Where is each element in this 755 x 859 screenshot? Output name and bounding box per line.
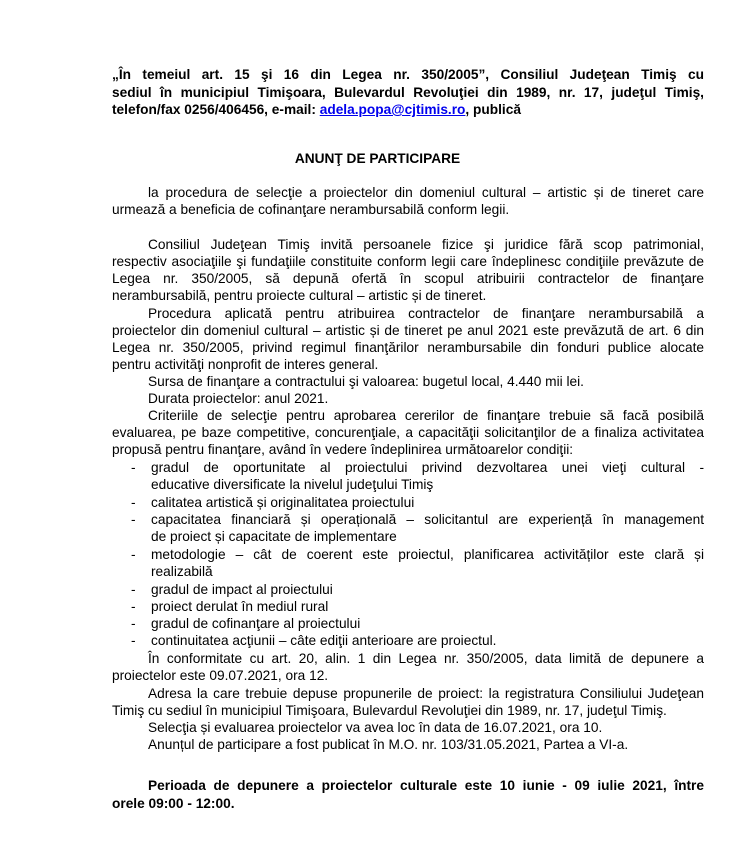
p2-line-3: Legea nr. 350/2005, privind regimul finanţărilor nerambursabile din fonduri publice alocate xyxy=(112,340,704,355)
criteria-item-line: educative diversificate la nivelul judeţului Timiş xyxy=(151,477,434,492)
p2-line-4: pentru activităţi nonprofit de interes general. xyxy=(112,357,379,372)
evaluation-date: Selecţia și evaluarea proiectelor va avea loc în data de 16.07.2021, ora 10. xyxy=(148,720,603,735)
criteria-item-line: gradul de impact al proiectului xyxy=(151,582,333,597)
bullet-dash: - xyxy=(131,582,136,597)
criteria-item-line: calitatea artistică și originalitatea proiectului xyxy=(151,495,415,510)
bullet-dash: - xyxy=(131,512,136,527)
p1-line-3: Legea nr. 350/2005, să depună ofertă în scopul atribuirii contractelor de finanţare xyxy=(112,271,704,286)
page-title: ANUNŢ DE PARTICIPARE xyxy=(294,151,461,166)
intro-line-1: la procedura de selecţie a proiectelor din domeniul cultural – artistic și de tineret care xyxy=(148,185,704,200)
criteria-item-line: proiect derulat în mediul rural xyxy=(151,599,329,614)
email-link[interactable]: adela.popa@cjtimis.ro xyxy=(319,102,466,117)
bullet-dash: - xyxy=(131,460,136,475)
p1-line-1: Consiliul Judeţean Timiş invită persoanele fizice şi juridice fără scop patrimonial, xyxy=(148,237,704,252)
footer-line-1: Perioada de depunere a proiectelor culturale este 10 iunie - 09 iulie 2021, între xyxy=(148,778,704,793)
bullet-dash: - xyxy=(131,616,136,631)
header-line-2: sediul în municipiul Timişoara, Bulevardul Revoluţiei din 1989, nr. 17, judeţul Timiş, xyxy=(112,85,704,100)
header-publishes: , publică xyxy=(465,102,521,117)
bullet-dash: - xyxy=(131,495,136,510)
bullet-dash: - xyxy=(131,633,136,648)
p5-line-1: Criteriile de selecţie pentru aprobarea cererilor de finanţare trebuie să facă posibilă xyxy=(148,408,704,423)
criteria-item-line: gradul de oportunitate al proiectului privind dezvoltarea unei vieţi cultural - xyxy=(151,460,704,475)
p7-line-2: Timiş cu sediul în municipiul Timişoara, Bulevardul Revoluţiei din 1989, nr. 17, judeţul Timiş. xyxy=(112,703,667,718)
p1-line-2: respectiv asociaţiile şi fundaţiile constituite conform legii care îndeplinesc condiţiile prevăzute de xyxy=(112,254,704,269)
criteria-item-line: realizabilă xyxy=(151,564,213,579)
criteria-item-line: metodologie – cât de coerent este proiectul, planificarea activităților este clară și xyxy=(151,547,704,562)
criteria-item-line: capacitatea financiară și operațională – solicitantul are experiență în management xyxy=(151,512,704,527)
bullet-dash: - xyxy=(131,599,136,614)
criteria-item-line: gradul de cofinanţare al proiectului xyxy=(151,616,361,631)
header-contact: telefon/fax 0256/406456, e-mail: xyxy=(112,102,320,117)
header-line-1: „În temeiul art. 15 şi 16 din Legea nr. 350/2005”, Consiliul Judeţean Timiş cu xyxy=(112,67,704,82)
footer-line-2: orele 09:00 - 12:00. xyxy=(112,796,235,811)
p5-line-3: propusă pentru finanţare, având în vedere îndeplinirea următoarelor condiţii: xyxy=(112,442,574,457)
p6-line-2: proiectelor este 09.07.2021, ora 12. xyxy=(112,668,329,683)
p5-line-2: evaluarea, pe baze competitive, concurenţiale, a capacităţii solicitanţilor de a finaliza activitatea xyxy=(112,425,704,440)
p2-line-2: proiectelor din domeniul cultural – artistic și de tineret pe anul 2021 este prevăzută de art. 6 din xyxy=(112,323,704,338)
criteria-item-line: continuitatea acţiunii – câte ediţii anterioare are proiectul. xyxy=(151,633,497,648)
funding-source: Sursa de finanţare a contractului şi valoarea: bugetul local, 4.440 mii lei. xyxy=(148,374,584,389)
p2-line-1: Procedura aplicată pentru atribuirea contractelor de finanţare nerambursabilă a xyxy=(148,306,704,321)
p1-line-4: nerambursabilă, pentru proiecte cultural – artistic și de tineret. xyxy=(112,288,487,303)
publication-note: Anunțul de participare a fost publicat în M.O. nr. 103/31.05.2021, Partea a VI-a. xyxy=(148,737,629,752)
p7-line-1: Adresa la care trebuie depuse propunerile de proiect: la registratura Consiliului Judeţean xyxy=(148,686,704,701)
header-line-3 xyxy=(112,101,521,118)
intro-line-2: urmează a beneficia de cofinanţare nerambursabilă conform legii. xyxy=(112,202,510,217)
p6-line-1: În conformitate cu art. 20, alin. 1 din Legea nr. 350/2005, data limită de depunere a xyxy=(148,651,704,666)
bullet-dash: - xyxy=(131,547,136,562)
criteria-item-line: de proiect și capacitate de implementare xyxy=(151,529,397,544)
project-duration: Durata proiectelor: anul 2021. xyxy=(148,391,329,406)
